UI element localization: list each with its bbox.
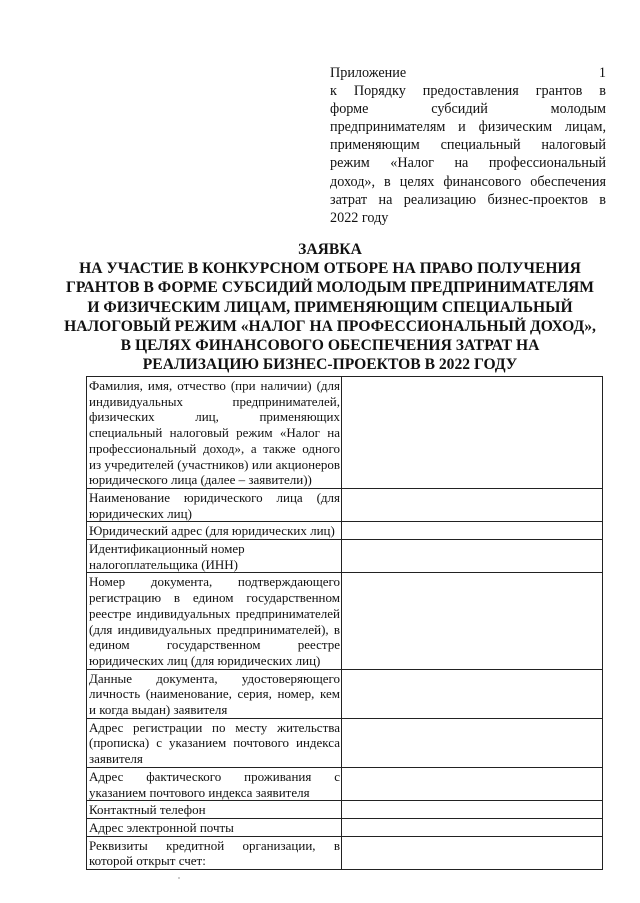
form-row-full-name <box>87 377 603 489</box>
title-line: РЕАЛИЗАЦИЮ БИЗНЕС-ПРОЕКТОВ В 2022 ГОДУ <box>142 356 518 374</box>
form-label-line: профессиональный доход», а также одного <box>89 440 340 456</box>
form-label-line: которой открыт счет: <box>89 853 206 869</box>
form-value-bank-details[interactable] <box>342 836 603 869</box>
appendix-note <box>330 64 606 227</box>
form-label-line: Данные документа, удостоверяющего <box>89 670 340 686</box>
form-label-line: Номер документа, подтверждающего <box>89 574 340 590</box>
form-label-line: Адрес фактического проживания с <box>89 768 340 784</box>
form-label <box>87 801 342 819</box>
title-line: НАЛОГОВЫЙ РЕЖИМ «НАЛОГ НА ПРОФЕССИОНАЛЬНЫЙ ДОХОД», <box>64 317 596 335</box>
form-label-line: реестре индивидуальных предпринимателей <box>89 605 340 621</box>
form-label-line: юридических лиц (для юридических лиц) <box>89 652 321 668</box>
form-value-company-name[interactable] <box>342 488 603 521</box>
appendix-line: доход», в целях финансового обеспечения <box>330 173 606 190</box>
form-label-line: заявителя <box>89 751 143 767</box>
form-label <box>87 718 342 767</box>
form-label <box>87 573 342 669</box>
form-value-legal-address[interactable] <box>342 522 603 540</box>
scan-speck <box>178 877 180 879</box>
form-label-line: Фамилия, имя, отчество (при наличии) (для <box>89 378 340 393</box>
form-value-registration-number[interactable] <box>342 573 603 669</box>
form-value-identity-document[interactable] <box>342 669 603 718</box>
appendix-line: к Порядку предоставления грантов в <box>330 83 606 100</box>
form-label-line: индивидуальных предпринимателей, <box>89 393 340 409</box>
form-row-identity-document <box>87 669 603 718</box>
form-value-registration-address[interactable] <box>342 718 603 767</box>
title-line: ГРАНТОВ В ФОРМЕ СУБСИДИЙ МОЛОДЫМ ПРЕДПРИНИМАТЕЛЯМ <box>65 279 595 297</box>
form-label-line: Наименование юридического лица (для <box>89 489 340 505</box>
form-label-line: юридического лица (далее – заявители)) <box>89 472 312 488</box>
title-line: ЗАЯВКА <box>298 241 362 258</box>
title-line: И ФИЗИЧЕСКИМ ЛИЦАМ, ПРИМЕНЯЮЩИМ СПЕЦИАЛЬНЫЙ <box>87 298 573 316</box>
title-line: В ЦЕЛЯХ ФИНАНСОВОГО ОБЕСПЕЧЕНИЯ ЗАТРАТ НА <box>120 337 540 355</box>
form-row-inn <box>87 540 603 573</box>
form-row-email <box>87 818 603 836</box>
form-label-line: (для индивидуальных предпринимателей), в <box>89 621 340 637</box>
form-label <box>87 818 342 836</box>
appendix-line: затрат на реализацию бизнес-проектов в <box>330 191 606 208</box>
form-label-line: Адрес регистрации по месту жительства <box>89 719 340 735</box>
form-label-line: едином государственном реестре <box>89 637 340 653</box>
form-row-registration-address <box>87 718 603 767</box>
form-label-line: Контактный телефон <box>89 802 206 818</box>
appendix-line: применяющим специальный налоговый <box>330 137 606 154</box>
form-label <box>87 522 342 540</box>
appendix-line: Приложение 1 <box>330 65 606 81</box>
appendix-line: предпринимателям и физическим лицам, <box>330 119 606 136</box>
form-label <box>87 540 342 573</box>
form-label-line: указанием почтового индекса заявителя <box>89 784 310 800</box>
form-label-line: и когда выдан) заявителя <box>89 702 228 718</box>
title-line: НА УЧАСТИЕ В КОНКУРСНОМ ОТБОРЕ НА ПРАВО ПОЛУЧЕНИЯ <box>79 260 581 278</box>
form-label-line: Адрес электронной почты <box>89 819 234 835</box>
form-label <box>87 377 342 489</box>
form-value-actual-address[interactable] <box>342 767 603 800</box>
form-label-line: Идентификационный номер <box>89 541 245 557</box>
form-label <box>87 488 342 521</box>
form-row-bank-details <box>87 836 603 869</box>
form-label-line: юридических лиц) <box>89 505 192 521</box>
form-label <box>87 836 342 869</box>
form-value-inn[interactable] <box>342 540 603 573</box>
form-label <box>87 767 342 800</box>
form-label-line: регистрацию в едином государственном <box>89 590 340 606</box>
form-row-company-name <box>87 488 603 521</box>
form-label-line: личность (наименование, серия, номер, кем <box>89 686 340 702</box>
form-row-actual-address <box>87 767 603 800</box>
form-label-line: физических лиц, применяющих <box>89 409 340 425</box>
appendix-line: режим «Налог на профессиональный <box>330 155 606 172</box>
form-label <box>87 669 342 718</box>
appendix-line: форме субсидий молодым <box>330 101 606 118</box>
form-label-line: из учредителей (участников) или акционеров <box>89 456 340 472</box>
form-row-phone <box>87 801 603 819</box>
form-label-line: (прописка) с указанием почтового индекса <box>89 735 340 751</box>
document-title <box>60 240 600 374</box>
form-label-line: Юридический адрес (для юридических лиц) <box>89 523 335 539</box>
form-label-line: Реквизиты кредитной организации, в <box>89 837 340 853</box>
form-label-line: специальный налоговый режим «Налог на <box>89 425 340 441</box>
appendix-line: 2022 году <box>330 209 389 226</box>
form-row-legal-address <box>87 522 603 540</box>
form-value-phone[interactable] <box>342 801 603 819</box>
form-value-full-name[interactable] <box>342 377 603 489</box>
application-form-table <box>86 376 603 870</box>
form-row-registration-number <box>87 573 603 669</box>
form-value-email[interactable] <box>342 818 603 836</box>
form-label-line: налогоплательщика (ИНН) <box>89 556 239 572</box>
